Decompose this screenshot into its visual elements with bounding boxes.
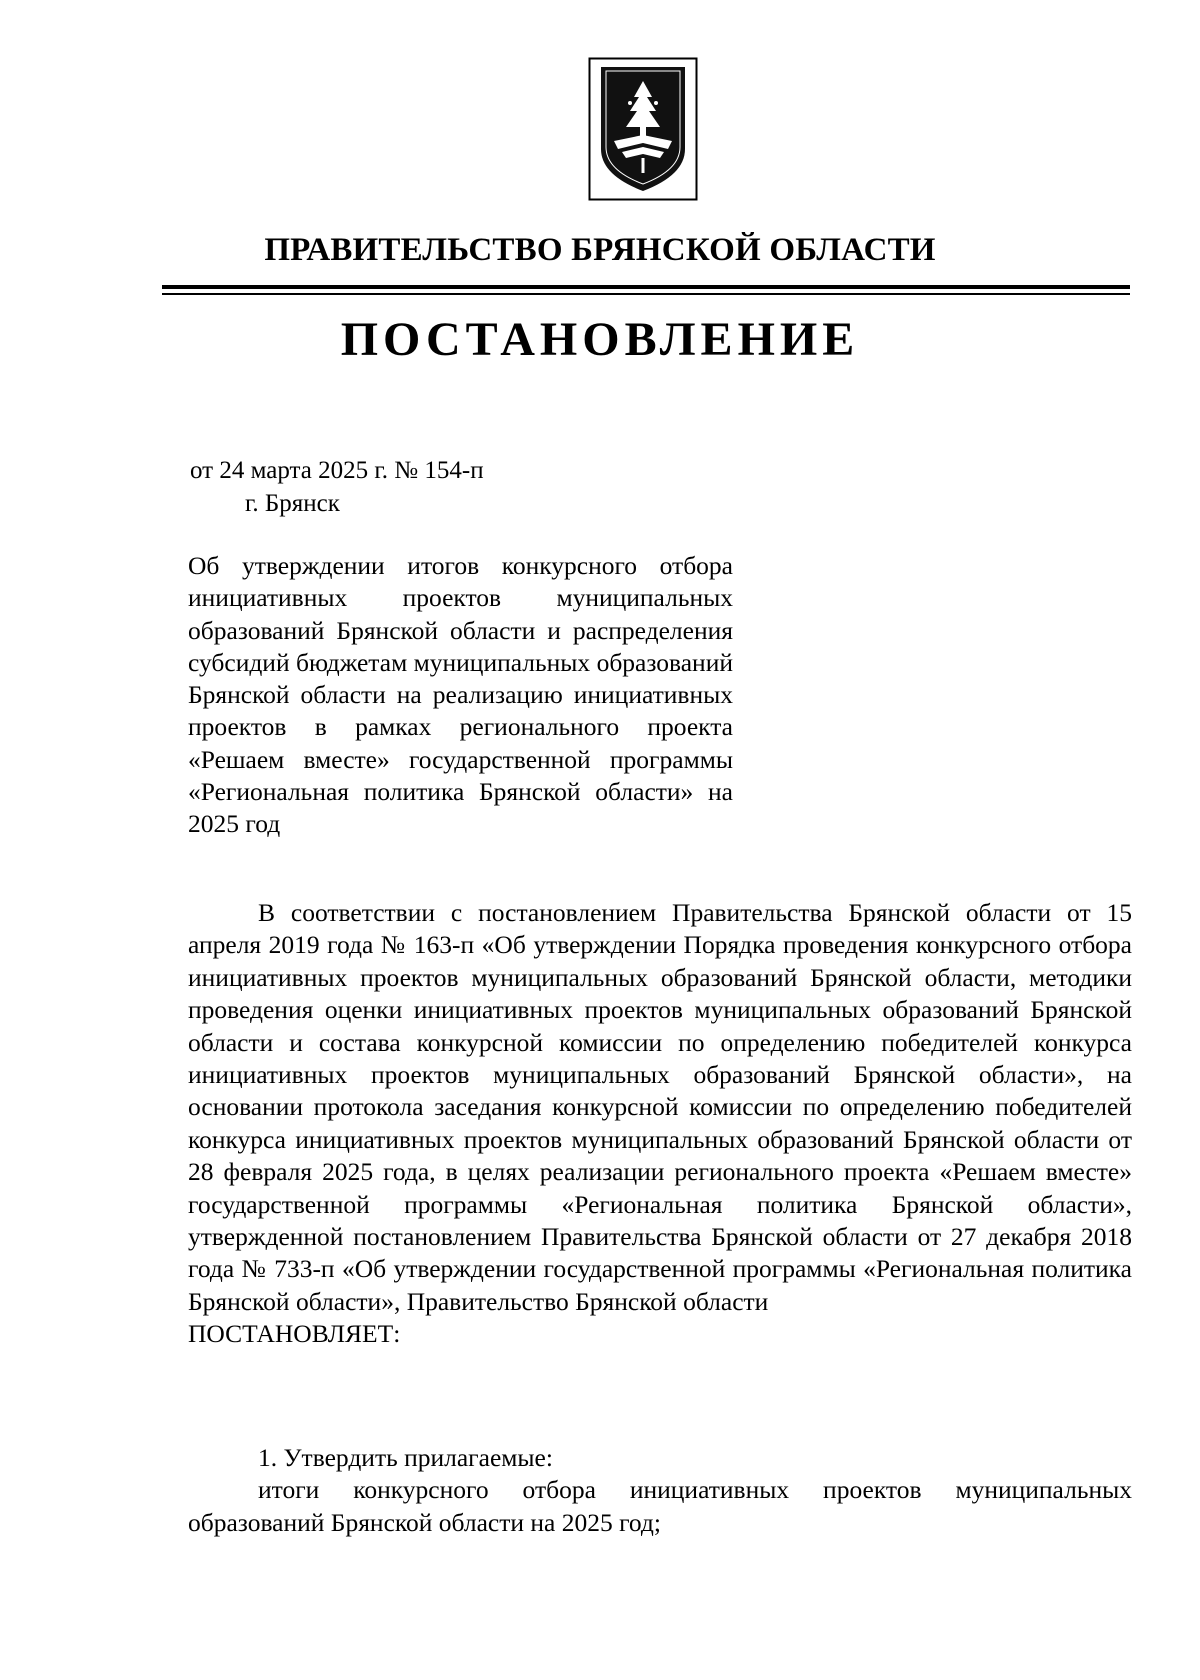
document-subject: Об утверждении итогов конкурсного отбора инициативных проектов муниципальных образований Брянской области и распределения субсидий бюджетам муниципальных образований Брянской области на реализацию инициативных проектов в рамках регионального проекта «Решаем вместе» государственной программы «Региональная политика Брянской области» на 2025 год (188, 551, 733, 839)
city-line: г. Брянск (245, 490, 340, 517)
decree-items (188, 1442, 1132, 1539)
preamble-paragraph: В соответствии с постановлением Правительства Брянской области от 15 апреля 2019 года № 163-п «Об утверждении Порядка проведения конкурсного отбора инициативных проектов муниципальных образований Брянской области, методики проведения оценки инициативных проектов муниципальных образований Брянской области и состава конкурсной комиссии по определению победителей конкурса инициативных проектов муниципальных образований Брянской области», на основании протокола заседания конкурсной комиссии по определению победителей конкурса инициативных проектов муниципальных образований Брянской области от 28 февраля 2025 года, в целях реализации регионального проекта «Решаем вместе» государственной программы «Региональная политика Брянской области», утвержденной постановлением Правительства Брянской области от 27 декабря 2018 года № 733-п «Об утверждении государственной программы «Региональная политика Брянской области», Правительство Брянской области (188, 898, 1132, 1316)
item-1: 1. Утвердить прилагаемые: (258, 1443, 553, 1472)
header-divider-thick (162, 285, 1130, 289)
decree-word: ПОСТАНОВЛЯЕТ: (188, 1319, 401, 1349)
header-divider-thin (162, 293, 1130, 295)
document-body (188, 897, 1132, 1351)
document-type-title: ПОСТАНОВЛЕНИЕ (340, 313, 860, 366)
item-1-sub: итоги конкурсного отбора инициативных проектов муниципальных образований Брянской области на 2025 год; (188, 1475, 1132, 1537)
date-number-line: от 24 марта 2025 г. № 154-п (190, 457, 484, 484)
coat-of-arms-icon (588, 57, 698, 201)
organization-title: ПРАВИТЕЛЬСТВО БРЯНСКОЙ ОБЛАСТИ (264, 232, 936, 268)
